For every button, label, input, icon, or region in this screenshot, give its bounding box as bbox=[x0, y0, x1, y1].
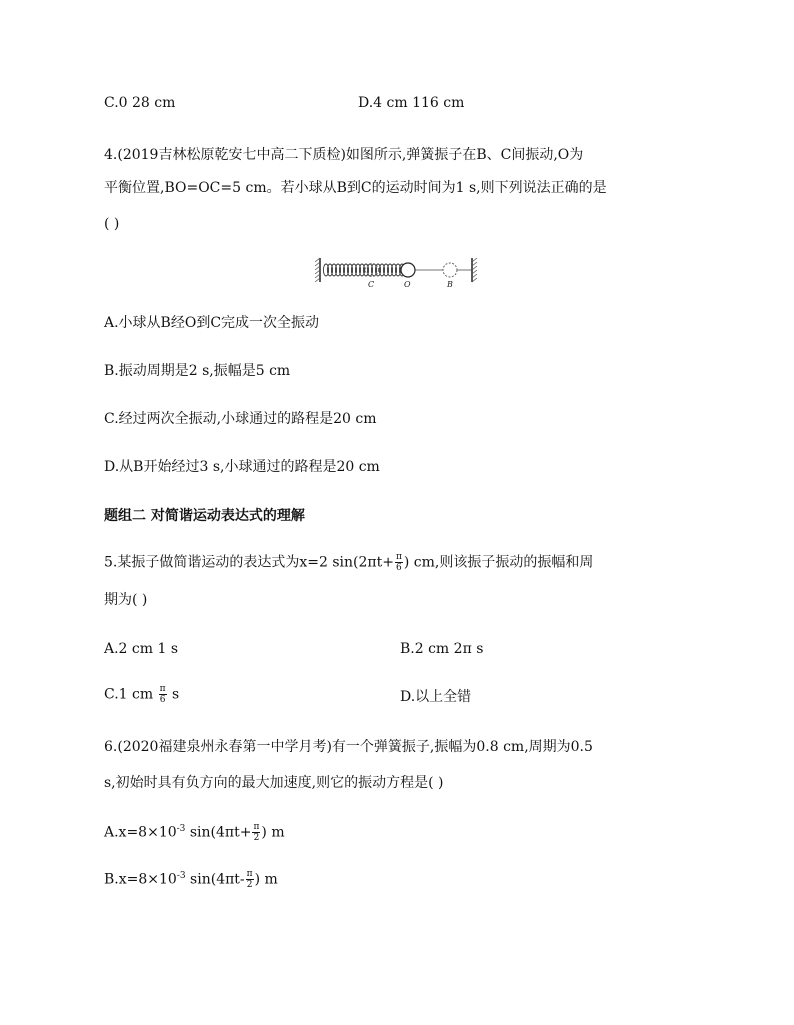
label-c: C bbox=[368, 280, 375, 289]
q6-optb-mid: sin(4πt- bbox=[185, 871, 245, 888]
q5-optc-post: s bbox=[167, 686, 180, 703]
q6-optb-pre: B.x=8×10 bbox=[104, 871, 177, 888]
label-o: O bbox=[404, 280, 411, 289]
q6-stem-line-2: s,初始时具有负方向的最大加速度,则它的振动方程是( ) bbox=[104, 775, 444, 791]
q6-option-a bbox=[104, 819, 285, 843]
q4-stem-line-1: 4.(2019吉林松原乾安七中高二下质检)如图所示,弹簧振子在B、C间振动,O为 bbox=[104, 147, 584, 163]
q5-frac-den: 6 bbox=[396, 563, 402, 573]
q6-opta-mid: sin(4πt+ bbox=[185, 824, 252, 841]
label-b: B bbox=[447, 280, 453, 289]
ball-position-o bbox=[401, 263, 415, 277]
q5-stem-line-1 bbox=[104, 552, 593, 573]
q5-stem-post: ) cm,则该振子振动的振幅和周 bbox=[403, 554, 594, 571]
q5-frac-num: π bbox=[395, 552, 402, 562]
q6-optb-fraction bbox=[246, 869, 254, 890]
spring-oscillator-figure bbox=[314, 254, 484, 290]
q5-optc-num: π bbox=[159, 684, 166, 694]
spring-coils bbox=[323, 264, 404, 276]
q6-optb-num: π bbox=[246, 869, 253, 880]
ball-position-b bbox=[443, 263, 457, 277]
q5-optc-den: 6 bbox=[159, 695, 166, 705]
q5-stem-pre: 5.某振子做简谐运动的表达式为x=2 sin(2πt+ bbox=[104, 554, 394, 571]
q5-option-c bbox=[104, 684, 179, 705]
q4-stem-line-3: ( ) bbox=[104, 216, 120, 232]
q6-optb-den: 2 bbox=[246, 880, 253, 891]
q6-opta-exp: -3 bbox=[176, 824, 186, 834]
q6-opta-fraction bbox=[252, 822, 260, 843]
q3-option-d: D.4 cm 116 cm bbox=[358, 95, 465, 111]
q4-option-c: C.经过两次全振动,小球通过的路程是20 cm bbox=[104, 411, 377, 427]
q5-option-a: A.2 cm 1 s bbox=[104, 641, 179, 657]
q6-optb-post: ) m bbox=[254, 871, 278, 888]
q4-option-a: A.小球从B经O到C完成一次全振动 bbox=[104, 315, 320, 331]
q4-option-d: D.从B开始经过3 s,小球通过的路程是20 cm bbox=[104, 459, 380, 475]
q6-opta-pre: A.x=8×10 bbox=[104, 824, 177, 841]
q5-optc-fraction bbox=[159, 684, 167, 705]
q6-opta-post: ) m bbox=[261, 824, 285, 841]
q6-opta-num: π bbox=[253, 822, 260, 833]
q3-option-c: C.0 28 cm bbox=[104, 95, 176, 111]
q5-stem-line-2: 期为( ) bbox=[104, 592, 148, 608]
q5-optc-pre: C.1 cm bbox=[104, 686, 158, 703]
q5-option-b: B.2 cm 2π s bbox=[400, 641, 484, 657]
q4-option-b: B.振动周期是2 s,振幅是5 cm bbox=[104, 363, 291, 379]
q6-opta-den: 2 bbox=[253, 833, 260, 844]
q5-option-d: D.以上全错 bbox=[400, 689, 472, 705]
q6-option-b bbox=[104, 866, 278, 890]
q4-stem-line-2: 平衡位置,BO=OC=5 cm。若小球从B到C的运动时间为1 s,则下列说法正确的是 bbox=[104, 180, 607, 196]
q6-stem-line-1: 6.(2020福建泉州永春第一中学月考)有一个弹簧振子,振幅为0.8 cm,周期为0.5 bbox=[104, 739, 593, 755]
q6-optb-exp: -3 bbox=[176, 871, 186, 881]
q5-stem-fraction bbox=[395, 552, 403, 573]
section-heading: 题组二 对简谐运动表达式的理解 bbox=[104, 508, 305, 524]
